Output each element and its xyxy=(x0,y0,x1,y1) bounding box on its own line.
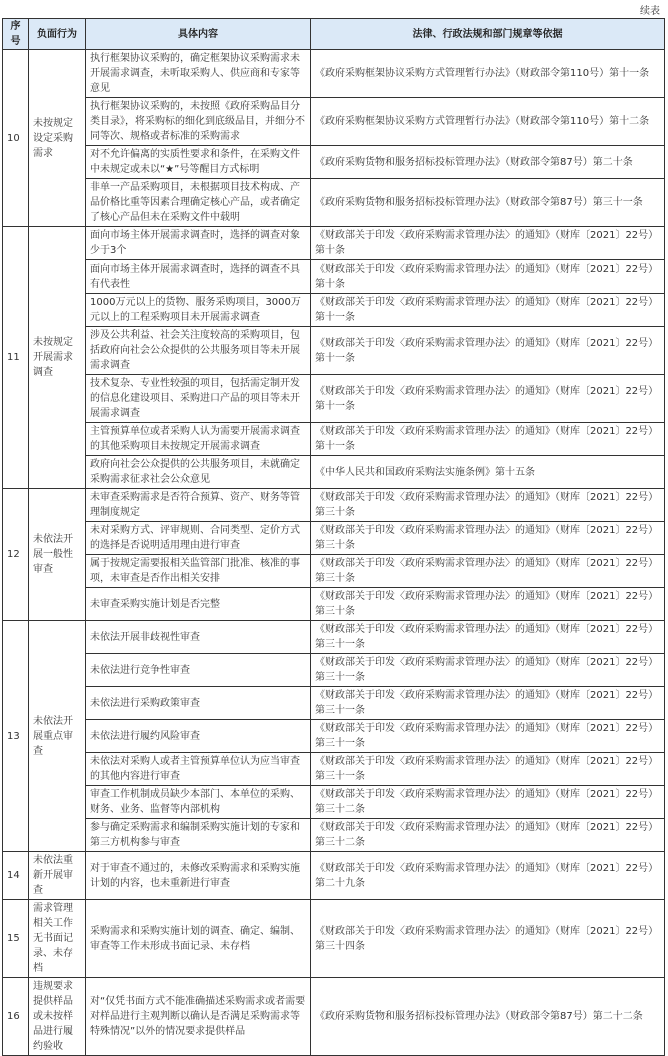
detail-cell: 审查工作机制成员缺少本部门、本单位的采购、财务、业务、监督等内部机构 xyxy=(86,786,311,819)
legal-basis-cell: 《财政部关于印发〈政府采购需求管理办法〉的通知》（财库〔2021〕22号）第三十一条 xyxy=(311,720,665,753)
table-row xyxy=(3,146,665,179)
table-row xyxy=(3,978,665,1056)
table-row xyxy=(3,260,665,294)
table-row xyxy=(3,720,665,753)
negative-behavior-cell: 需求管理相关工作无书面记录、未存档 xyxy=(29,900,86,978)
table-row xyxy=(3,327,665,375)
detail-cell: 1000万元以上的货物、服务采购项目，3000万元以上的工程采购项目未开展需求调查 xyxy=(86,294,311,327)
table-row xyxy=(3,555,665,588)
legal-basis-cell: 《财政部关于印发〈政府采购需求管理办法〉的通知》（财库〔2021〕22号）第三十条 xyxy=(311,522,665,555)
row-number-cell: 11 xyxy=(3,227,29,489)
table-row xyxy=(3,753,665,786)
detail-cell: 未依法进行竞争性审查 xyxy=(86,654,311,687)
negative-behavior-table xyxy=(2,18,665,1056)
legal-basis-cell: 《财政部关于印发〈政府采购需求管理办法〉的通知》（财库〔2021〕22号）第十条 xyxy=(311,260,665,294)
detail-cell: 主管预算单位或者采购人认为需要开展需求调查的其他采购项目未按规定开展需求调查 xyxy=(86,423,311,456)
table-row xyxy=(3,621,665,654)
header-behavior: 负面行为 xyxy=(29,19,86,50)
header-detail: 具体内容 xyxy=(86,19,311,50)
negative-behavior-cell: 未按规定开展需求调查 xyxy=(29,227,86,489)
detail-cell: 属于按规定需要报相关监管部门批准、核准的事项，未审查是否作出相关安排 xyxy=(86,555,311,588)
table-row xyxy=(3,423,665,456)
detail-cell: 未依法进行采购政策审查 xyxy=(86,687,311,720)
table-row xyxy=(3,687,665,720)
negative-behavior-cell: 违规要求提供样品或未按样品进行履约验收 xyxy=(29,978,86,1056)
legal-basis-cell: 《财政部关于印发〈政府采购需求管理办法〉的通知》（财库〔2021〕22号）第三十条 xyxy=(311,555,665,588)
row-number-cell: 16 xyxy=(3,978,29,1056)
legal-basis-cell: 《财政部关于印发〈政府采购需求管理办法〉的通知》（财库〔2021〕22号）第三十一条 xyxy=(311,654,665,687)
table-row xyxy=(3,654,665,687)
table-header-row xyxy=(3,19,665,50)
row-number-cell: 15 xyxy=(3,900,29,978)
legal-basis-cell: 《财政部关于印发〈政府采购需求管理办法〉的通知》（财库〔2021〕22号）第三十四条 xyxy=(311,900,665,978)
table-row xyxy=(3,900,665,978)
detail-cell: 未依法进行履约风险审查 xyxy=(86,720,311,753)
legal-basis-cell: 《财政部关于印发〈政府采购需求管理办法〉的通知》（财库〔2021〕22号）第三十二条 xyxy=(311,819,665,852)
legal-basis-cell: 《政府采购框架协议采购方式管理暂行办法》（财政部令第110号）第十二条 xyxy=(311,98,665,146)
header-legal-basis: 法律、行政法规和部门规章等依据 xyxy=(311,19,665,50)
negative-behavior-cell: 未依法开展重点审查 xyxy=(29,621,86,852)
legal-basis-cell: 《财政部关于印发〈政府采购需求管理办法〉的通知》（财库〔2021〕22号）第三十条 xyxy=(311,489,665,522)
table-body xyxy=(3,50,665,1056)
table-row xyxy=(3,50,665,98)
table-row xyxy=(3,819,665,852)
legal-basis-cell: 《财政部关于印发〈政府采购需求管理办法〉的通知》（财库〔2021〕22号）第十一条 xyxy=(311,423,665,456)
table-row xyxy=(3,294,665,327)
legal-basis-cell: 《政府采购框架协议采购方式管理暂行办法》（财政部令第110号）第十一条 xyxy=(311,50,665,98)
negative-behavior-cell: 未依法开展一般性审查 xyxy=(29,489,86,621)
table-row xyxy=(3,522,665,555)
detail-cell: 对于审查不通过的，未修改采购需求和采购实施计划的内容，也未重新进行审查 xyxy=(86,852,311,900)
legal-basis-cell: 《财政部关于印发〈政府采购需求管理办法〉的通知》（财库〔2021〕22号）第十条 xyxy=(311,227,665,260)
legal-basis-cell: 《政府采购货物和服务招标投标管理办法》（财政部令第87号）第二十二条 xyxy=(311,978,665,1056)
negative-behavior-cell: 未按规定设定采购需求 xyxy=(29,50,86,227)
table-row xyxy=(3,227,665,260)
table-row xyxy=(3,98,665,146)
detail-cell: 未依法开展非歧视性审查 xyxy=(86,621,311,654)
table-row xyxy=(3,375,665,423)
table-row xyxy=(3,786,665,819)
legal-basis-cell: 《财政部关于印发〈政府采购需求管理办法〉的通知》（财库〔2021〕22号）第十一条 xyxy=(311,375,665,423)
continued-table-label: 续表 xyxy=(640,6,660,17)
legal-basis-cell: 《财政部关于印发〈政府采购需求管理办法〉的通知》（财库〔2021〕22号）第三十一条 xyxy=(311,621,665,654)
row-number-cell: 13 xyxy=(3,621,29,852)
detail-cell: 面向市场主体开展需求调查时，选择的调查不具有代表性 xyxy=(86,260,311,294)
detail-cell: 执行框架协议采购的，未按照《政府采购品目分类目录》，将采购标的细化到底级品目，并细分不同等次、规格或者标准的采购需求 xyxy=(86,98,311,146)
detail-cell: 对不允许偏离的实质性要求和条件，在采购文件中未规定或未以“★”号等醒目方式标明 xyxy=(86,146,311,179)
detail-cell: 未审查采购实施计划是否完整 xyxy=(86,588,311,621)
detail-cell: 涉及公共利益、社会关注度较高的采购项目，包括政府向社会公众提供的公共服务项目等未开展需求调查 xyxy=(86,327,311,375)
detail-cell: 技术复杂、专业性较强的项目，包括需定制开发的信息化建设项目、采购进口产品的项目等未开展需求调查 xyxy=(86,375,311,423)
detail-cell: 采购需求和采购实施计划的调查、确定、编制、审查等工作未形成书面记录、未存档 xyxy=(86,900,311,978)
header-no: 序号 xyxy=(3,19,29,50)
detail-cell: 未依法对采购人或者主管预算单位认为应当审查的其他内容进行审查 xyxy=(86,753,311,786)
detail-cell: 未对采购方式、评审规则、合同类型、定价方式的选择是否说明适用理由进行审查 xyxy=(86,522,311,555)
detail-cell: 执行框架协议采购的，确定框架协议采购需求未开展需求调查，未听取采购人、供应商和专家等意见 xyxy=(86,50,311,98)
legal-basis-cell: 《财政部关于印发〈政府采购需求管理办法〉的通知》（财库〔2021〕22号）第三十二条 xyxy=(311,786,665,819)
legal-basis-cell: 《财政部关于印发〈政府采购需求管理办法〉的通知》（财库〔2021〕22号）第十一条 xyxy=(311,327,665,375)
legal-basis-cell: 《财政部关于印发〈政府采购需求管理办法〉的通知》（财库〔2021〕22号）第十一条 xyxy=(311,294,665,327)
detail-cell: 政府向社会公众提供的公共服务项目，未就确定采购需求征求社会公众意见 xyxy=(86,456,311,489)
row-number-cell: 12 xyxy=(3,489,29,621)
legal-basis-cell: 《中华人民共和国政府采购法实施条例》第十五条 xyxy=(311,456,665,489)
detail-cell: 对“仅凭书面方式不能准确描述采购需求或者需要对样品进行主观判断以确认是否满足采购需求等特殊情况”以外的情况要求提供样品 xyxy=(86,978,311,1056)
row-number-cell: 10 xyxy=(3,50,29,227)
detail-cell: 未审查采购需求是否符合预算、资产、财务等管理制度规定 xyxy=(86,489,311,522)
row-number-cell: 14 xyxy=(3,852,29,900)
table-row xyxy=(3,179,665,227)
table-row xyxy=(3,588,665,621)
detail-cell: 面向市场主体开展需求调查时，选择的调查对象少于3个 xyxy=(86,227,311,260)
legal-basis-cell: 《财政部关于印发〈政府采购需求管理办法〉的通知》（财库〔2021〕22号）第三十一条 xyxy=(311,753,665,786)
detail-cell: 参与确定采购需求和编制采购实施计划的专家和第三方机构参与审查 xyxy=(86,819,311,852)
table-row xyxy=(3,456,665,489)
negative-behavior-cell: 未依法重新开展审查 xyxy=(29,852,86,900)
legal-basis-cell: 《政府采购货物和服务招标投标管理办法》（财政部令第87号）第三十一条 xyxy=(311,179,665,227)
table-row xyxy=(3,489,665,522)
legal-basis-cell: 《财政部关于印发〈政府采购需求管理办法〉的通知》（财库〔2021〕22号）第二十九条 xyxy=(311,852,665,900)
legal-basis-cell: 《财政部关于印发〈政府采购需求管理办法〉的通知》（财库〔2021〕22号）第三十条 xyxy=(311,588,665,621)
detail-cell: 非单一产品采购项目，未根据项目技术构成、产品价格比重等因素合理确定核心产品，或者确定了核心产品但未在采购文件中载明 xyxy=(86,179,311,227)
legal-basis-cell: 《财政部关于印发〈政府采购需求管理办法〉的通知》（财库〔2021〕22号）第三十一条 xyxy=(311,687,665,720)
legal-basis-cell: 《政府采购货物和服务招标投标管理办法》（财政部令第87号）第二十条 xyxy=(311,146,665,179)
table-row xyxy=(3,852,665,900)
